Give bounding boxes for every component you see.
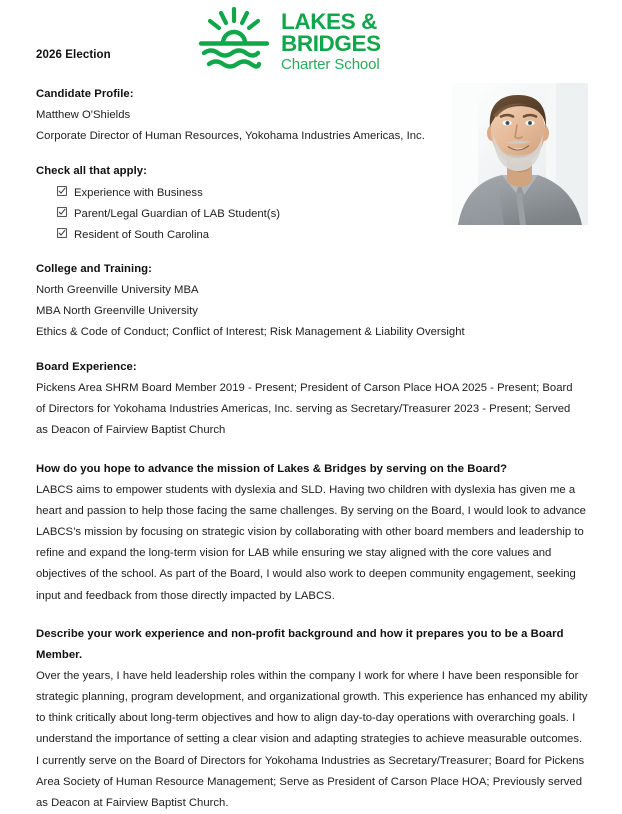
spacer	[36, 245, 590, 259]
question-one-heading: How do you hope to advance the mission of Lakes & Bridges by serving on the Board?	[36, 462, 508, 475]
section-college-and-training	[36, 259, 590, 343]
college-training-line: North Greenville University MBA	[36, 284, 199, 296]
page-title: 2026 Election	[36, 49, 111, 61]
checkbox-row-experience-with-business[interactable]	[36, 182, 590, 203]
logo-wordmark	[281, 6, 381, 72]
board-experience-heading: Board Experience:	[36, 361, 137, 373]
board-experience-body: Pickens Area SHRM Board Member 2019 - Present; President of Carson Place HOA 2025 - Present; Board of Directors for Yokohama Industries Americas, Inc. serving as Secretary/Treasurer 2023 - Present; Served as Deacon of Fairview Baptist Church	[36, 382, 573, 437]
checkbox-label: Parent/Legal Guardian of LAB Student(s)	[74, 208, 280, 220]
checkbox-label: Experience with Business	[74, 187, 203, 199]
college-training-line: Ethics & Code of Conduct; Conflict of Interest; Risk Management & Liability Oversight	[36, 326, 465, 338]
checkbox-label: Resident of South Carolina	[74, 229, 210, 241]
checkbox-row-parent-legal-guardian[interactable]	[36, 203, 590, 224]
spacer	[36, 343, 590, 357]
section-candidate-profile	[36, 84, 590, 147]
question-two-heading: Describe your work experience and non-profit background and how it prepares you to be a Board Member.	[36, 627, 564, 661]
spacer	[36, 147, 590, 161]
candidate-profile-heading: Candidate Profile:	[36, 88, 134, 100]
logo-text-line-1: LAKES &	[281, 9, 377, 34]
college-training-line: MBA North Greenville University	[36, 305, 198, 317]
logo-text-line-2: BRIDGES	[281, 31, 381, 57]
section-board-experience	[36, 357, 590, 442]
section-question-two	[36, 624, 588, 814]
section-check-all-that-apply	[36, 161, 590, 245]
sunrise-over-water-icon	[196, 6, 272, 72]
question-two-answer: Over the years, I have held leadership roles within the company I work for where I have been responsible for strategic planning, program development, and organizational growth. This experience has enhanced my ability to think critically about long-term objectives and how to align day-to-day operations with overarching goals. I understand the importance of setting a clear vision and adapting strategies to achieve measurable outcomes. I currently serve on the Board of Directors for Yokohama Industries as Secretary/Treasurer; Board for Pickens Area Society of Human Resource Management; Serve as President of Carson Place HOA; Previously served as Deacon at Fairview Baptist Church.	[36, 669, 588, 810]
candidate-name: Matthew O'Shields	[36, 109, 131, 121]
checked-checkbox-icon[interactable]	[57, 224, 66, 233]
checkbox-row-resident-of-south-carolina[interactable]	[36, 224, 590, 245]
check-all-heading: Check all that apply:	[36, 165, 147, 177]
checkbox-list	[36, 182, 590, 245]
spacer	[36, 607, 590, 624]
checked-checkbox-icon[interactable]	[57, 203, 66, 212]
question-one-answer: LABCS aims to empower students with dyslexia and SLD. Having two children with dyslexia has given me a heart and passion to help those facing the same challenges. By serving on the Board, I would look to advance LABCS’s mission by focusing on strategic vision by collaborating with other board members and leadership to refine and expand the long-term vision for LAB while ensuring we stay aligned with the core values and objectives of the school. As part of the Board, I would also work to deepen community engagement, seeking input and feedback from those directly impacted by LABCS.	[36, 483, 586, 602]
logo-text-line-3: Charter School	[281, 56, 380, 74]
page-header	[0, 0, 622, 80]
checked-checkbox-icon[interactable]	[57, 182, 66, 191]
section-question-one	[36, 459, 588, 607]
school-logo	[196, 6, 381, 72]
document-body	[36, 84, 590, 814]
candidate-title: Corporate Director of Human Resources, Yokohama Industries Americas, Inc.	[36, 130, 425, 142]
college-training-heading: College and Training:	[36, 263, 152, 275]
spacer	[36, 442, 590, 459]
